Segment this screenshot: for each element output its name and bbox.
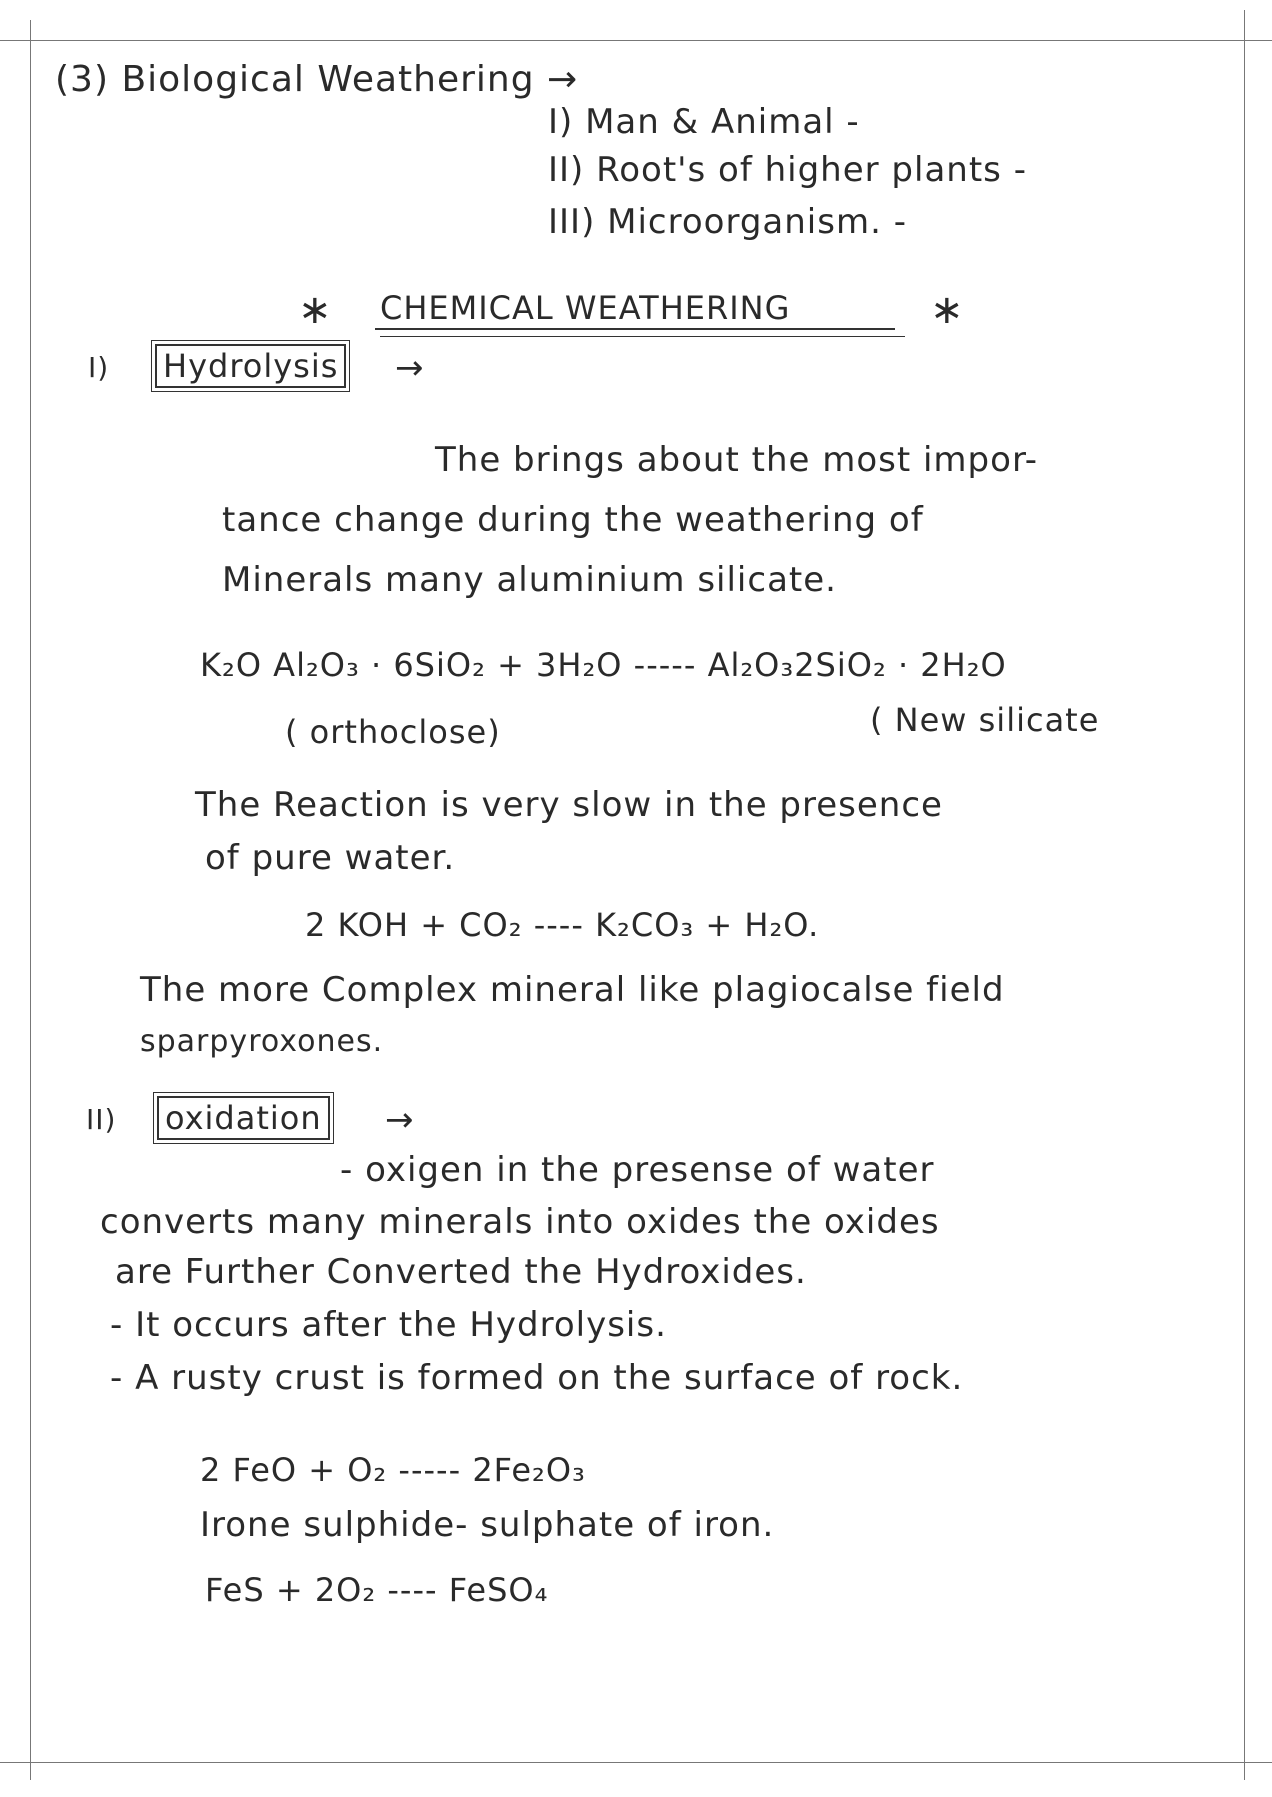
left-margin-rule <box>30 20 31 1780</box>
equation-orthoclase: K₂O Al₂O₃ · 6SiO₂ + 3H₂O ----- Al₂O₃2SiO₂ · 2H₂O <box>200 646 1007 684</box>
oxidation-bullet-1: - It occurs after the Hydrolysis. <box>110 1305 667 1345</box>
complex-para-line-2: sparpyroxones. <box>140 1024 384 1059</box>
title-underline <box>375 328 895 330</box>
orthoclase-label: ( orthoclose) <box>285 713 501 751</box>
new-silicate-label: ( New silicate <box>870 701 1100 739</box>
title-star-right: ∗ <box>930 287 965 333</box>
oxidation-heading: oxidation <box>157 1096 330 1140</box>
oxidation-para-line-1: - oxigen in the presense of water <box>340 1150 935 1190</box>
hydrolysis-para-line-3: Minerals many aluminium silicate. <box>222 560 837 600</box>
section-title: CHEMICAL WEATHERING <box>380 289 791 327</box>
hydrolysis-number: I) <box>88 351 110 384</box>
oxidation-number: II) <box>86 1103 117 1136</box>
oxidation-para-line-3: are Further Converted the Hydroxides. <box>115 1252 807 1292</box>
reaction-para-line-2: of pure water. <box>205 838 456 878</box>
hydrolysis-para-line-1: The brings about the most impor- <box>435 440 1039 480</box>
equation-fes: FeS + 2O₂ ---- FeSO₄ <box>205 1571 549 1609</box>
oxidation-arrow: → <box>385 1100 415 1140</box>
title-underline-2 <box>380 336 905 337</box>
bio-heading: (3) Biological Weathering → <box>55 59 579 100</box>
reaction-para-line-1: The Reaction is very slow in the presence <box>195 785 943 825</box>
equation-koh: 2 KOH + CO₂ ---- K₂CO₃ + H₂O. <box>305 906 820 944</box>
complex-para-line-1: The more Complex mineral like plagiocalse field <box>140 970 1005 1010</box>
iron-sulphide-note: Irone sulphide- sulphate of iron. <box>200 1505 775 1545</box>
bio-item-3: III) Microorganism. - <box>548 202 907 242</box>
bio-item-2: II) Root's of higher plants - <box>548 150 1027 190</box>
hydrolysis-arrow: → <box>395 348 425 388</box>
oxidation-para-line-2: converts many minerals into oxides the oxides <box>100 1202 940 1242</box>
equation-feo: 2 FeO + O₂ ----- 2Fe₂O₃ <box>200 1451 586 1489</box>
bio-item-1: I) Man & Animal - <box>548 102 860 142</box>
hydrolysis-para-line-2: tance change during the weathering of <box>222 500 924 540</box>
top-rule <box>0 40 1272 41</box>
bottom-rule <box>0 1762 1272 1763</box>
oxidation-bullet-2: - A rusty crust is formed on the surface of rock. <box>110 1358 964 1398</box>
hydrolysis-heading: Hydrolysis <box>155 344 346 388</box>
right-margin-rule <box>1244 10 1245 1780</box>
title-star-left: ∗ <box>298 287 333 333</box>
